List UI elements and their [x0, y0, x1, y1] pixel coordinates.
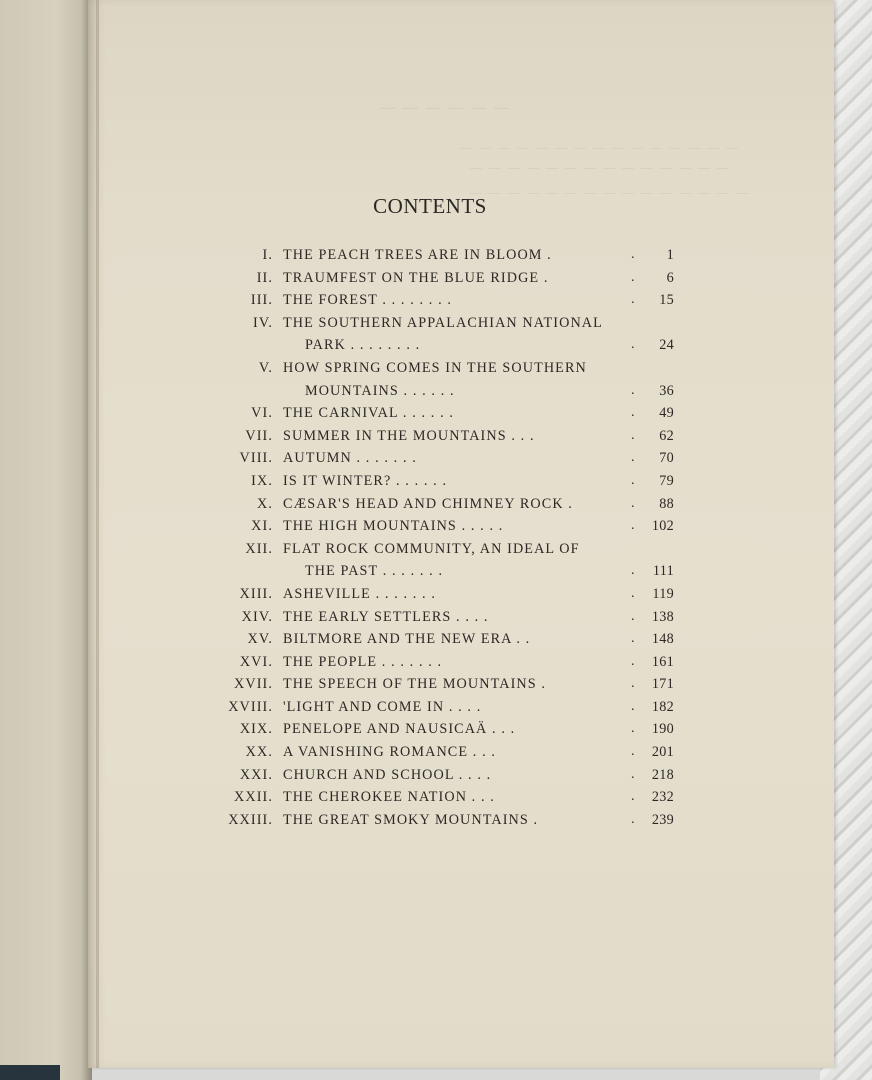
chapter-title: FLAT ROCK COMMUNITY, AN IDEAL OF	[283, 540, 580, 557]
leader-dot: .	[631, 450, 636, 466]
leader-dot: .	[631, 744, 636, 760]
chapter-title: THE GREAT SMOKY MOUNTAINS .	[283, 811, 539, 828]
chapter-title: MOUNTAINS . . . . . .	[305, 382, 455, 399]
leader-dot: .	[631, 292, 636, 308]
page-number: 119	[652, 585, 674, 602]
page-number: 218	[651, 766, 674, 783]
chapter-title: AUTUMN . . . . . . .	[283, 450, 417, 467]
leader-dot: .	[631, 721, 636, 737]
chapter-title: A VANISHING ROMANCE . . .	[283, 744, 497, 761]
chapter-title: THE FOREST . . . . . . . .	[283, 292, 453, 309]
page-number: 62	[659, 427, 674, 444]
chapter-number: XVII.	[234, 676, 273, 693]
page-number: 232	[651, 789, 674, 806]
chapter-title: THE EARLY SETTLERS . . . .	[283, 608, 489, 625]
leader-dot: .	[631, 269, 636, 285]
chapter-number: XX.	[245, 744, 273, 761]
toc-entry	[205, 538, 675, 561]
toc-entry	[205, 470, 675, 493]
chapter-number: XIV.	[241, 608, 273, 625]
chapter-title: THE SPEECH OF THE MOUNTAINS .	[283, 676, 547, 693]
toc-entry	[205, 764, 675, 787]
leader-dot: .	[631, 766, 636, 782]
show-through-text: — — — — — — — — — — — — — — —	[470, 185, 750, 199]
leader-dot: .	[631, 518, 636, 534]
page-number: 239	[651, 811, 674, 828]
chapter-number: XV.	[247, 631, 273, 648]
chapter-number: IV.	[253, 314, 273, 331]
page-number: 36	[659, 382, 674, 399]
chapter-title: THE PEACH TREES ARE IN BLOOM .	[283, 247, 552, 263]
chapter-number: XXIII.	[228, 811, 273, 828]
chapter-number: X.	[257, 495, 273, 512]
leader-dot: .	[631, 811, 636, 827]
leader-dot: .	[631, 585, 636, 601]
chapter-number: VI.	[251, 405, 273, 422]
chapter-title: PARK . . . . . . . .	[305, 337, 421, 354]
leader-dot: .	[631, 405, 636, 421]
chapter-title: ASHEVILLE . . . . . . .	[283, 585, 436, 602]
toc-entry	[205, 741, 675, 764]
toc-entry	[205, 289, 675, 312]
chapter-number: VII.	[245, 427, 273, 444]
table-of-contents	[205, 244, 675, 831]
show-through-text: — — — — — — — — — — — — — — —	[460, 140, 740, 154]
toc-entry	[205, 515, 675, 538]
chapter-number: VIII.	[239, 450, 273, 467]
chapter-title: THE SOUTHERN APPALACHIAN NATIONAL	[283, 314, 603, 331]
toc-entry	[205, 493, 675, 516]
page-number: 79	[659, 472, 674, 489]
chapter-number: V.	[258, 359, 273, 376]
page-number: 88	[659, 495, 674, 512]
chapter-number: I.	[262, 247, 273, 263]
chapter-title: IS IT WINTER? . . . . . .	[283, 472, 448, 489]
toc-entry	[205, 560, 675, 583]
page-number: 15	[659, 292, 674, 309]
chapter-number: IX.	[251, 472, 273, 489]
leader-dot: .	[631, 653, 636, 669]
chapter-number: III.	[250, 292, 273, 309]
toc-entry	[205, 380, 675, 403]
show-through-text: — — — — — — — — — — — — — —	[470, 160, 731, 174]
chapter-title: CHURCH AND SCHOOL . . . .	[283, 766, 492, 783]
chapter-title: CÆSAR'S HEAD AND CHIMNEY ROCK .	[283, 495, 573, 512]
leader-dot: .	[631, 608, 636, 624]
chapter-number: XXI.	[239, 766, 273, 783]
leader-dot: .	[631, 698, 636, 714]
leader-dot: .	[631, 676, 636, 692]
chapter-number: XIII.	[239, 585, 273, 602]
chapter-title: HOW SPRING COMES IN THE SOUTHERN	[283, 359, 587, 376]
chapter-number: XXII.	[234, 789, 273, 806]
page-number: 171	[651, 676, 674, 693]
page-number: 161	[651, 653, 674, 670]
chapter-title: TRAUMFEST ON THE BLUE RIDGE .	[283, 269, 549, 286]
leader-dot: .	[631, 382, 636, 398]
toc-entry	[205, 244, 675, 267]
page-number: 102	[651, 518, 674, 535]
page-number: 111	[652, 563, 674, 580]
toc-entry	[205, 628, 675, 651]
leader-dot: .	[631, 337, 636, 353]
chapter-title: THE CHEROKEE NATION . . .	[283, 789, 495, 806]
page-number: 49	[659, 405, 674, 422]
leader-dot: .	[631, 789, 636, 805]
toc-entry	[205, 606, 675, 629]
leader-dot: .	[631, 427, 636, 443]
chapter-title: THE HIGH MOUNTAINS . . . . .	[283, 518, 504, 535]
chapter-title: THE PAST . . . . . . .	[305, 563, 444, 580]
toc-entry	[205, 402, 675, 425]
toc-entry	[205, 267, 675, 290]
chapter-title: 'LIGHT AND COME IN . . . .	[283, 698, 482, 715]
leader-dot: .	[631, 247, 636, 262]
toc-entry	[205, 786, 675, 809]
page-number: 182	[651, 698, 674, 715]
toc-entry	[205, 447, 675, 470]
chapter-number: XIX.	[239, 721, 273, 738]
page-number: 148	[651, 631, 674, 648]
chapter-number: XII.	[245, 540, 273, 557]
chapter-title: SUMMER IN THE MOUNTAINS . . .	[283, 427, 535, 444]
chapter-title: PENELOPE AND NAUSICAÄ . . .	[283, 721, 516, 738]
book-binding-corner	[0, 1065, 60, 1080]
page-number: 201	[651, 744, 674, 761]
chapter-number: XI.	[251, 518, 273, 535]
book-cover-left	[0, 0, 92, 1080]
page-number: 1	[666, 247, 674, 263]
chapter-title: THE PEOPLE . . . . . . .	[283, 653, 443, 670]
toc-entry	[205, 583, 675, 606]
page-title: CONTENTS	[373, 194, 487, 218]
toc-entry	[205, 673, 675, 696]
toc-entry	[205, 425, 675, 448]
chapter-title: BILTMORE AND THE NEW ERA . .	[283, 631, 531, 648]
toc-entry	[205, 651, 675, 674]
page-gutter-edge	[96, 0, 99, 1068]
page-number: 70	[659, 450, 674, 467]
toc-entry	[205, 312, 675, 335]
leader-dot: .	[631, 495, 636, 511]
toc-entry	[205, 334, 675, 357]
toc-entry	[205, 718, 675, 741]
chapter-number: II.	[256, 269, 273, 286]
toc-entry	[205, 809, 675, 832]
leader-dot: .	[631, 563, 636, 579]
page-number: 24	[659, 337, 674, 354]
chapter-number: XVI.	[239, 653, 273, 670]
toc-entry	[205, 357, 675, 380]
leader-dot: .	[631, 631, 636, 647]
chapter-number: XVIII.	[228, 698, 273, 715]
page-number: 190	[651, 721, 674, 738]
leader-dot: .	[631, 472, 636, 488]
toc-entry	[205, 696, 675, 719]
page-number: 6	[666, 269, 674, 286]
chapter-title: THE CARNIVAL . . . . . .	[283, 405, 455, 422]
show-through-text: — — — — — —	[380, 100, 511, 116]
page-number: 138	[651, 608, 674, 625]
